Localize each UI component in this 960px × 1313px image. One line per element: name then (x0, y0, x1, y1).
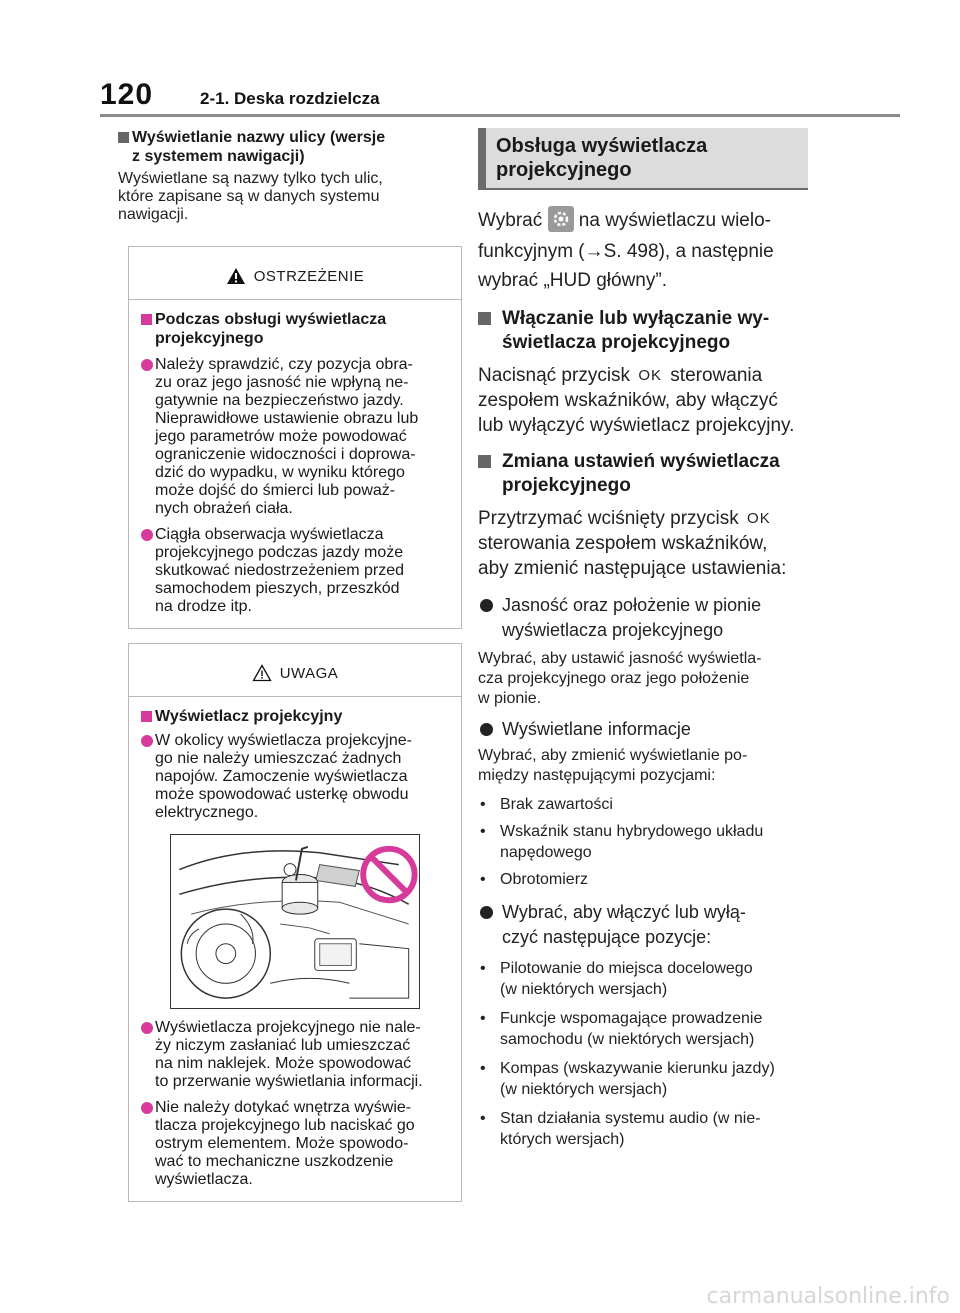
dashboard-drink-illustration (170, 834, 420, 1009)
bullet-dot-icon (141, 529, 153, 541)
onoff-subhead: Włączanie lub wyłączanie wy- świetlacza projekcyjnego (478, 307, 808, 355)
info-list (478, 794, 808, 890)
hud-operation-heading: Obsługa wyświetlacza projekcyjnego (478, 128, 808, 190)
right-column (478, 128, 808, 1150)
notice-bullet-1: W okolicy wyświetlacza projekcyjne- go nie należy umieszczać żadnych napojów. Zamoczenie wyświetlacza może spowodować usterkę obwodu elektrycznego. (141, 732, 449, 822)
settings-subhead: Zmiana ustawień wyświetlacza projekcyjnego (478, 450, 808, 498)
ok-button-icon: OK (638, 367, 663, 384)
square-bullet-icon (141, 711, 152, 722)
page-number: 120 (100, 78, 154, 111)
list-item: • Pilotowanie do miejsca docelowego (w niektórych wersjach) (480, 960, 753, 998)
bullet-dot-icon (141, 1102, 153, 1114)
left-column (118, 128, 452, 1202)
list-item: • Obrotomierz (480, 871, 589, 888)
brightness-body: Wybrać, aby ustawić jasność wyświetla- cza projekcyjnego oraz jego położenie w pionie. (478, 650, 762, 707)
bullet-dot-icon (480, 723, 493, 736)
hud-intro: Wybrać na wyświetlaczu wielo- funkcyjnym (→S. 498), a następnie wybrać „HUD główny”. (478, 206, 808, 293)
info-body: Wybrać, aby zmienić wyświetlanie po- między następującymi pozycjami: (478, 747, 748, 784)
bullet-dot-icon (141, 359, 153, 371)
warning-bullet-2: Ciągła obserwacja wyświetlacza projekcyjnego podczas jazdy może skutkować niedostrzeżeniem przed samochodem pieszych, przeszkód na drodze itp. (141, 526, 449, 616)
square-bullet-icon (118, 132, 129, 143)
list-item: • Funkcje wspomagające prowadzenie samochodu (w niektórych wersjach) (480, 1010, 763, 1048)
header-rule (100, 114, 900, 117)
warning-box (128, 246, 462, 629)
bullet-dot-icon (480, 599, 493, 612)
toggle-items-bullet: Wybrać, aby włączyć lub wyłą- czyć następujące pozycje: (478, 900, 808, 950)
square-bullet-icon (478, 455, 491, 468)
list-item: • Kompas (wskazywanie kierunku jazdy) (w niektórych wersjach) (480, 1060, 775, 1098)
bullet-dot-icon (480, 906, 493, 919)
notice-bullet-3: Nie należy dotykać wnętrza wyświe- tlacza projekcyjnego lub naciskać go ostrym elementem. Może spowodo- wać to mechaniczne uszkodzenie wyświetlacza. (141, 1099, 449, 1189)
ok-button-icon: OK (747, 510, 771, 527)
list-item: • Stan działania systemu audio (w nie- których wersjach) (480, 1110, 761, 1148)
warning-triangle-icon (226, 267, 246, 285)
street-name-body: Wyświetlane są nazwy tylko tych ulic, które zapisane są w danych systemu nawigacji. (118, 170, 383, 223)
toggle-list (478, 958, 808, 1150)
notice-bullet-2: Wyświetlacza projekcyjnego nie nale- ży niczym zasłaniać lub umieszczać na nim naklejek. Może spowodować to przerwanie wyświetlania informacji. (141, 1019, 449, 1091)
square-bullet-icon (141, 314, 152, 325)
list-item: • Brak zawartości (480, 796, 613, 813)
onoff-body: Nacisnąć przycisk OK sterowania zespołem wskaźników, aby włączyć lub wyłączyć wyświetlacz projekcyjny. (478, 365, 795, 436)
settings-body: Przytrzymać wciśnięty przycisk OK sterowania zespołem wskaźników, aby zmienić następujące ustawienia: (478, 508, 787, 579)
warning-bullet-1: Należy sprawdzić, czy pozycja obra- zu oraz jego jasność nie wpłyną ne- gatywnie na bezpieczeństwo jazdy. Nieprawidłowe ustawienie obrazu lub jego parametrów może powodować ograniczenie widoczności i doprowa- dzić do wypadku, w wyniku którego może dojść do śmierci lub poważ- nych obrażeń ciała. (141, 356, 449, 518)
bullet-dot-icon (141, 1022, 153, 1034)
watermark: carmanualsonline.info (706, 1284, 950, 1309)
brightness-bullet: Jasność oraz położenie w pionie wyświetlacza projekcyjnego (478, 593, 808, 643)
list-item: • Wskaźnik stanu hybrydowego układu napędowego (480, 823, 764, 861)
settings-gear-icon (548, 206, 574, 232)
caution-triangle-icon (252, 664, 272, 682)
info-bullet: Wyświetlane informacje (478, 717, 808, 742)
street-name-heading: Wyświetlanie nazwy ulicy (wersje z systemem nawigacji) (118, 128, 452, 166)
page-header (100, 78, 900, 114)
warning-title: OSTRZEŻENIE (141, 261, 449, 291)
bullet-dot-icon (141, 735, 153, 747)
square-bullet-icon (478, 312, 491, 325)
notice-box (128, 643, 462, 1202)
notice-title: UWAGA (141, 658, 449, 688)
warning-subhead: Podczas obsługi wyświetlacza projekcyjnego (141, 310, 449, 348)
notice-subhead: Wyświetlacz projekcyjny (141, 707, 449, 726)
section-title: 2-1. Deska rozdzielcza (200, 89, 380, 108)
warning-divider (129, 299, 461, 300)
notice-divider (129, 696, 461, 697)
